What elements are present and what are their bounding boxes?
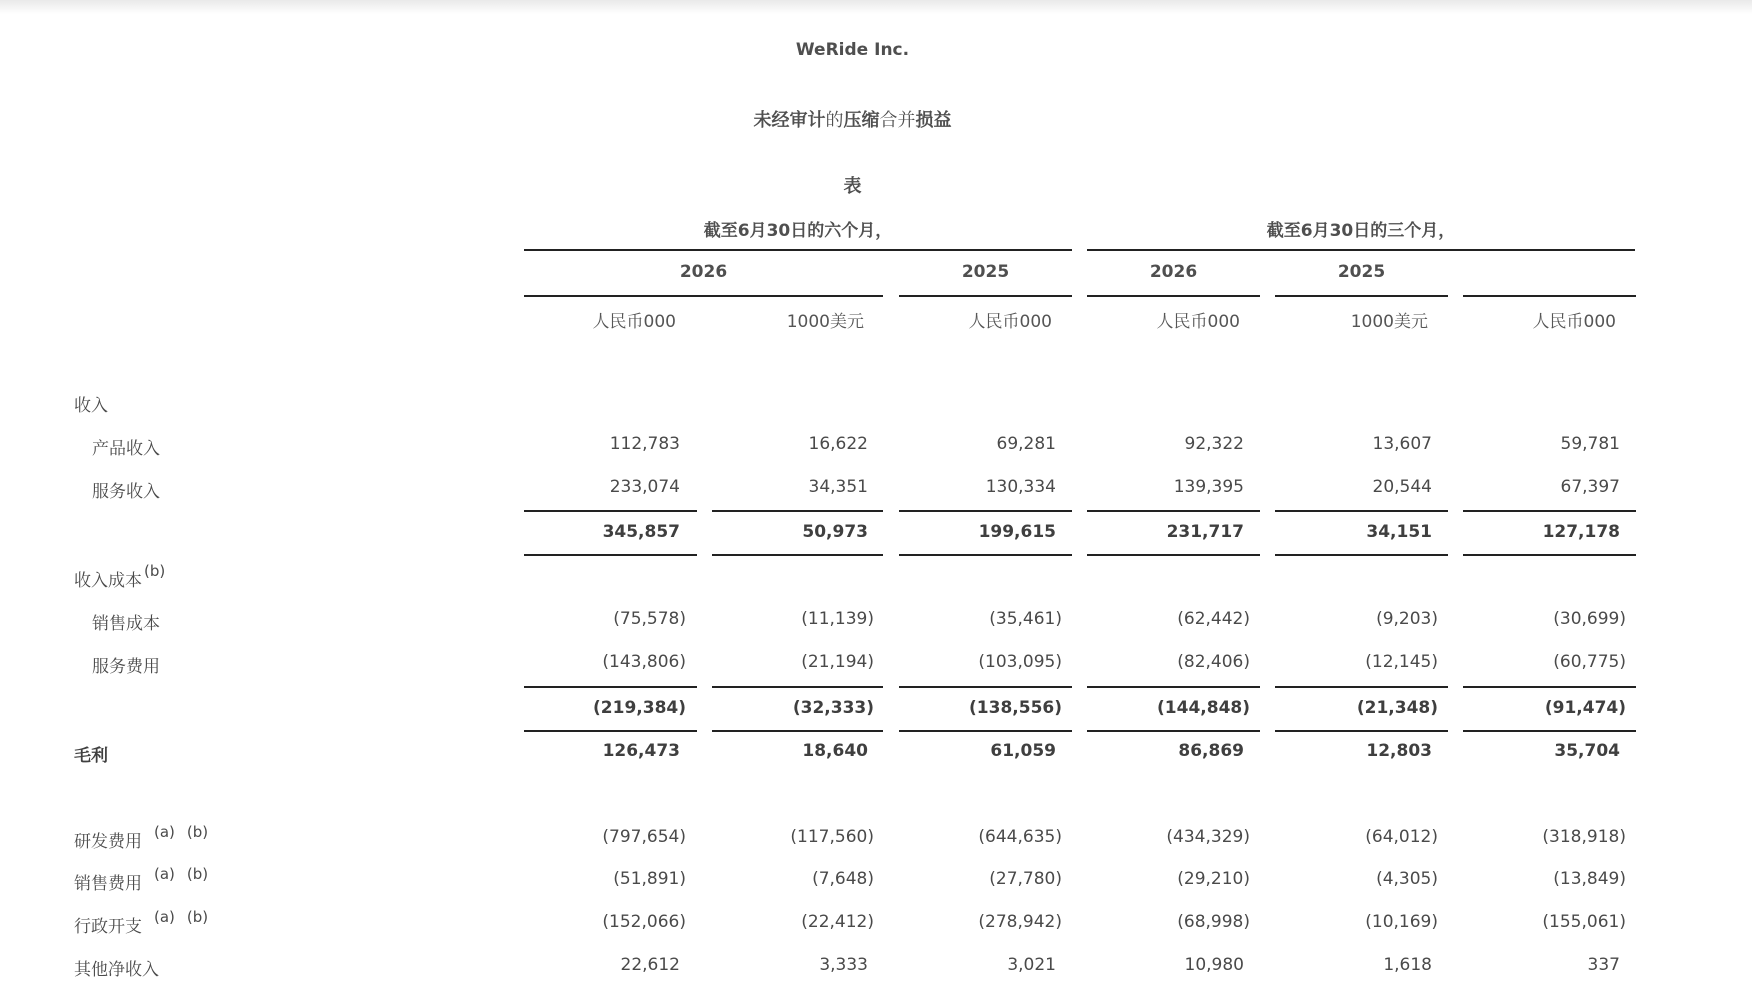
table-cell-total: 61,059: [990, 741, 1056, 761]
table-cell-total: 35,704: [1554, 741, 1620, 761]
table-cell: 13,607: [1372, 434, 1432, 454]
row-label-cost-of-revenue: [74, 562, 166, 591]
unit-header: 人民币000: [968, 312, 1052, 332]
table-cell: 34,351: [808, 477, 868, 497]
row-label-cost-of-sales: 销售成本: [92, 614, 160, 634]
table-cell: (318,918): [1542, 827, 1626, 847]
table-cell: (11,139): [801, 609, 874, 629]
table-cell: 10,980: [1184, 955, 1244, 975]
table-cell: 67,397: [1560, 477, 1620, 497]
row-label-product-revenue: 产品收入: [92, 439, 160, 459]
subtotal-rule: [524, 554, 697, 556]
table-cell-total: 345,857: [602, 522, 680, 542]
table-cell: (35,461): [989, 609, 1062, 629]
table-cell: (68,998): [1177, 912, 1250, 932]
table-cell: 1,618: [1383, 955, 1432, 975]
statement-subtitle: 表: [843, 176, 862, 197]
table-cell: (62,442): [1177, 609, 1250, 629]
footnote-mark: (a): [154, 908, 175, 926]
table-cell-total: 12,803: [1366, 741, 1432, 761]
year-header: 2025: [961, 262, 1010, 282]
table-cell: 233,074: [609, 477, 680, 497]
table-cell: (10,169): [1365, 912, 1438, 932]
table-cell-total: 50,973: [802, 522, 868, 542]
subtotal-rule: [1087, 686, 1260, 688]
subtotal-rule: [712, 730, 883, 732]
table-cell: (9,203): [1376, 609, 1438, 629]
footnote-mark: (a): [154, 823, 175, 841]
table-cell: (278,942): [978, 912, 1062, 932]
table-cell: (434,329): [1166, 827, 1250, 847]
year-rule: [899, 295, 1072, 297]
table-cell: 59,781: [1560, 434, 1620, 454]
subtotal-rule: [1463, 510, 1636, 512]
unit-header: 1000美元: [786, 312, 864, 332]
subtotal-rule: [524, 686, 697, 688]
table-cell: 16,622: [808, 434, 868, 454]
table-cell-total: 199,615: [978, 522, 1056, 542]
table-cell: 139,395: [1173, 477, 1244, 497]
subtotal-rule: [899, 554, 1072, 556]
unit-header: 1000美元: [1350, 312, 1428, 332]
subtotal-rule: [1275, 686, 1448, 688]
row-label-selling-expenses: [74, 865, 209, 894]
table-cell-total: (91,474): [1544, 698, 1626, 718]
footnote-mark: (b): [186, 908, 209, 926]
table-cell-total: (21,348): [1356, 698, 1438, 718]
table-cell: (152,066): [602, 912, 686, 932]
top-shadow: [0, 0, 1752, 14]
period-rule: [1087, 249, 1635, 251]
label-text: 研发费用: [74, 832, 142, 852]
table-cell: 3,021: [1007, 955, 1056, 975]
subtotal-rule: [899, 686, 1072, 688]
table-cell: 337: [1587, 955, 1620, 975]
row-label-admin-expenses: [74, 908, 209, 937]
table-cell: (75,578): [613, 609, 686, 629]
unit-header: 人民币000: [592, 312, 676, 332]
subtotal-rule: [524, 730, 697, 732]
table-cell: 69,281: [996, 434, 1056, 454]
row-label-other-net-income: 其他净收入: [74, 960, 159, 980]
table-cell: (644,635): [978, 827, 1062, 847]
company-name: WeRide Inc.: [795, 40, 910, 60]
table-cell: (21,194): [801, 652, 874, 672]
title-part: 压缩: [843, 110, 880, 131]
table-cell: (155,061): [1542, 912, 1626, 932]
table-cell: (51,891): [613, 869, 686, 889]
footnote-mark: (b): [186, 865, 209, 883]
table-cell-total: 126,473: [602, 741, 680, 761]
label-text: 收入成本: [74, 571, 142, 591]
footnote-mark: (b): [186, 823, 209, 841]
subtotal-rule: [1087, 510, 1260, 512]
subtotal-rule: [712, 554, 883, 556]
year-rule: [524, 295, 883, 297]
row-label-gross-profit: 毛利: [74, 746, 108, 766]
table-cell-total: (138,556): [969, 698, 1062, 718]
table-cell: (22,412): [801, 912, 874, 932]
subtotal-rule: [1463, 730, 1636, 732]
subtotal-rule: [524, 510, 697, 512]
table-cell: (27,780): [989, 869, 1062, 889]
title-part: 未经审计: [753, 110, 826, 131]
table-cell-total: 34,151: [1366, 522, 1432, 542]
subtotal-rule: [712, 510, 883, 512]
footnote-mark: (a): [154, 865, 175, 883]
statement-title: [0, 106, 1705, 132]
subtotal-rule: [1275, 730, 1448, 732]
table-cell: (143,806): [602, 652, 686, 672]
subtotal-rule: [1087, 730, 1260, 732]
year-rule: [1463, 295, 1636, 297]
year-rule: [1275, 295, 1448, 297]
title-part: 合并: [879, 110, 916, 131]
table-cell: 130,334: [985, 477, 1056, 497]
year-header: 2025: [1337, 262, 1386, 282]
row-label-revenue: 收入: [74, 396, 108, 416]
row-label-service-cost: 服务费用: [92, 657, 160, 677]
table-cell: (7,648): [812, 869, 874, 889]
year-rule: [1087, 295, 1260, 297]
subtotal-rule: [1463, 554, 1636, 556]
title-part: 损益: [915, 110, 952, 131]
unit-header: 人民币000: [1532, 312, 1616, 332]
table-cell-total: (144,848): [1157, 698, 1250, 718]
table-cell: (4,305): [1376, 869, 1438, 889]
table-cell: (64,012): [1365, 827, 1438, 847]
subtotal-rule: [1275, 554, 1448, 556]
table-cell: (13,849): [1553, 869, 1626, 889]
table-cell-total: 18,640: [802, 741, 868, 761]
table-cell: (29,210): [1177, 869, 1250, 889]
row-label-rd-expenses: [74, 823, 209, 852]
table-cell: (117,560): [790, 827, 874, 847]
table-cell: (103,095): [978, 652, 1062, 672]
subtotal-rule: [1087, 554, 1260, 556]
table-cell: 22,612: [620, 955, 680, 975]
table-cell-total: 127,178: [1542, 522, 1620, 542]
subtotal-rule: [899, 730, 1072, 732]
table-cell: 3,333: [819, 955, 868, 975]
table-cell: (82,406): [1177, 652, 1250, 672]
subtotal-rule: [1463, 686, 1636, 688]
table-cell: (30,699): [1553, 609, 1626, 629]
table-cell: (797,654): [602, 827, 686, 847]
subtotal-rule: [712, 686, 883, 688]
table-cell-total: 86,869: [1178, 741, 1244, 761]
title-part: 的: [825, 110, 844, 131]
year-header: 2026: [679, 262, 728, 282]
period-three-months: 截至6月30日的三个月，: [1266, 221, 1456, 241]
table-cell: 92,322: [1184, 434, 1244, 454]
row-label-service-revenue: 服务收入: [92, 482, 160, 502]
table-cell: (60,775): [1553, 652, 1626, 672]
table-cell-total: (219,384): [593, 698, 686, 718]
subtotal-rule: [899, 510, 1072, 512]
label-text: 销售费用: [74, 874, 142, 894]
table-cell: 112,783: [609, 434, 680, 454]
table-cell: (12,145): [1365, 652, 1438, 672]
period-six-months: 截至6月30日的六个月，: [703, 221, 893, 241]
footnote-mark: (b): [144, 562, 166, 580]
table-cell-total: 231,717: [1166, 522, 1244, 542]
unit-header: 人民币000: [1156, 312, 1240, 332]
subtotal-rule: [1275, 510, 1448, 512]
year-header: 2026: [1149, 262, 1198, 282]
period-rule: [524, 249, 1072, 251]
label-text: 行政开支: [74, 917, 142, 937]
table-cell: 20,544: [1372, 477, 1432, 497]
table-cell-total: (32,333): [792, 698, 874, 718]
